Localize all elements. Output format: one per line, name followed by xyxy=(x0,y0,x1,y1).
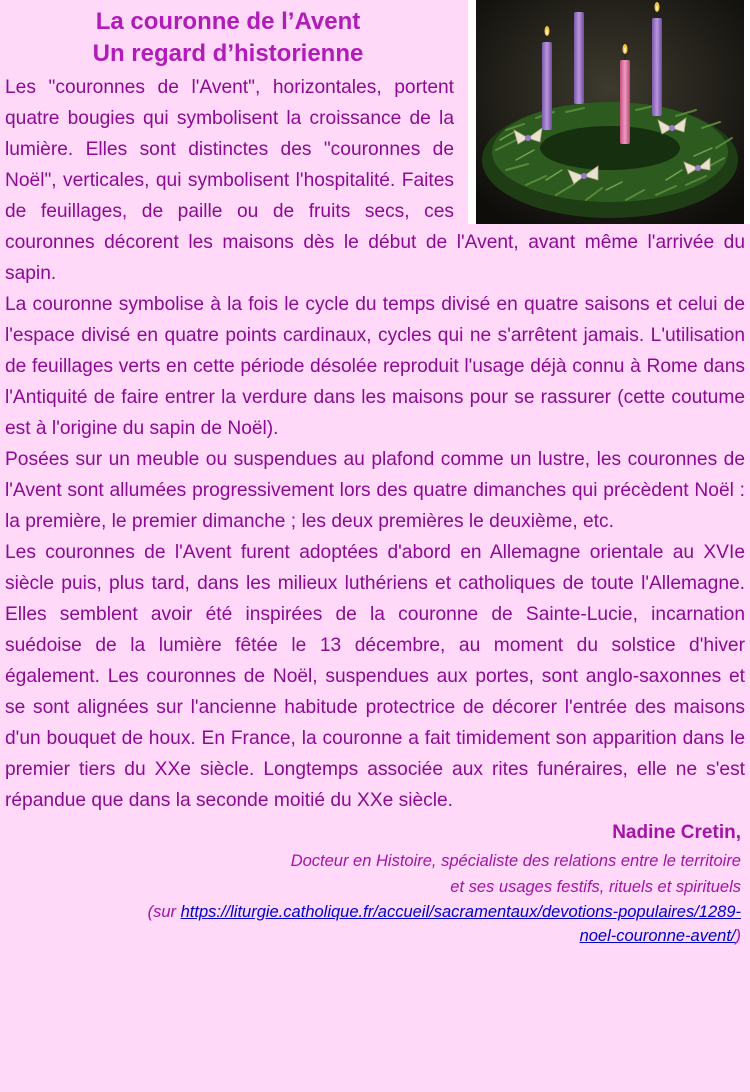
paragraph-3: Posées sur un meuble ou suspendues au plafond comme un lustre, les couronnes de l'Avent sont allumées progressivement lors des quatre dimanches qui précèdent Noël : la première, le premier dimanche ; les deux premières le deuxième, etc. xyxy=(5,449,745,532)
source-suffix: ) xyxy=(735,927,741,945)
advent-wreath-photo xyxy=(468,0,750,224)
paragraph-2: La couronne symbolise à la fois le cycle du temps divisé en quatre saisons et celui de l'espace divisé en quatre points cardinaux, cycles qui ne s'arrêtent jamais. L'utilisation de feuillages verts en cette période désolée reproduit l'usage déjà connu à Rome dans l'Antiquité de faire entrer la verdure dans les maisons pour se rassurer (cette coutume est à l'origine du sapin de Noël). xyxy=(5,294,745,439)
author-name: Nadine Cretin, xyxy=(612,822,741,843)
title-line-1: La couronne de l’Avent xyxy=(95,8,361,35)
title-line-2: Un regard d’historienne xyxy=(92,40,364,67)
paragraph-4: Les couronnes de l'Avent furent adoptées d'abord en Allemagne orientale au XVIe siècle puis, plus tard, dans les milieux luthériens et catholiques de toute l'Allemagne. Elles semblent avoir été inspirées de la couronne de Sainte-Lucie, incarnation suédoise de la lumière fêtée le 13 décembre, au moment du solstice d'hiver également. Les couronnes de Noël, suspendues aux portes, sont anglo-saxonnes et se sont alignées sur l'ancienne habitude protectrice de décorer l'entrée des maisons d'un bouquet de houx. En France, la couronne a fait timidement son apparition dans le premier tiers du XXe siècle. Longtemps associée aux rites funéraires, elle ne s'est répandue que dans la seconde moitié du XXe siècle. xyxy=(5,542,745,811)
source-link-part-1: https://liturgie.catholique.fr/accueil/sacramentaux/devotions-populaires/1289- xyxy=(180,903,741,921)
author-role-line-2: et ses usages festifs, rituels et spirituels xyxy=(450,878,741,896)
author-signature xyxy=(5,818,745,948)
source-link-part-2: noel-couronne-avent/ xyxy=(579,927,736,945)
author-role-line-1: Docteur en Histoire, spécialiste des relations entre le territoire xyxy=(290,852,741,870)
source-prefix: (sur xyxy=(147,903,181,921)
source-citation xyxy=(5,900,741,948)
source-link[interactable] xyxy=(181,903,741,945)
advent-wreath-icon xyxy=(476,0,744,224)
paragraph-1: Les "couronnes de l'Avent", horizontales, portent quatre bougies qui symbolisent la croissance de la lumière. Elles sont distinctes des "couronnes de Noël", verticales, qui symbolisent l'hospitalité. Faites de feuillages, de paille ou de fruits secs, ces couronnes décorent les maisons dès le début de l'Avent, avant même l'arrivée du sapin. xyxy=(5,77,745,284)
title-block xyxy=(5,6,451,70)
